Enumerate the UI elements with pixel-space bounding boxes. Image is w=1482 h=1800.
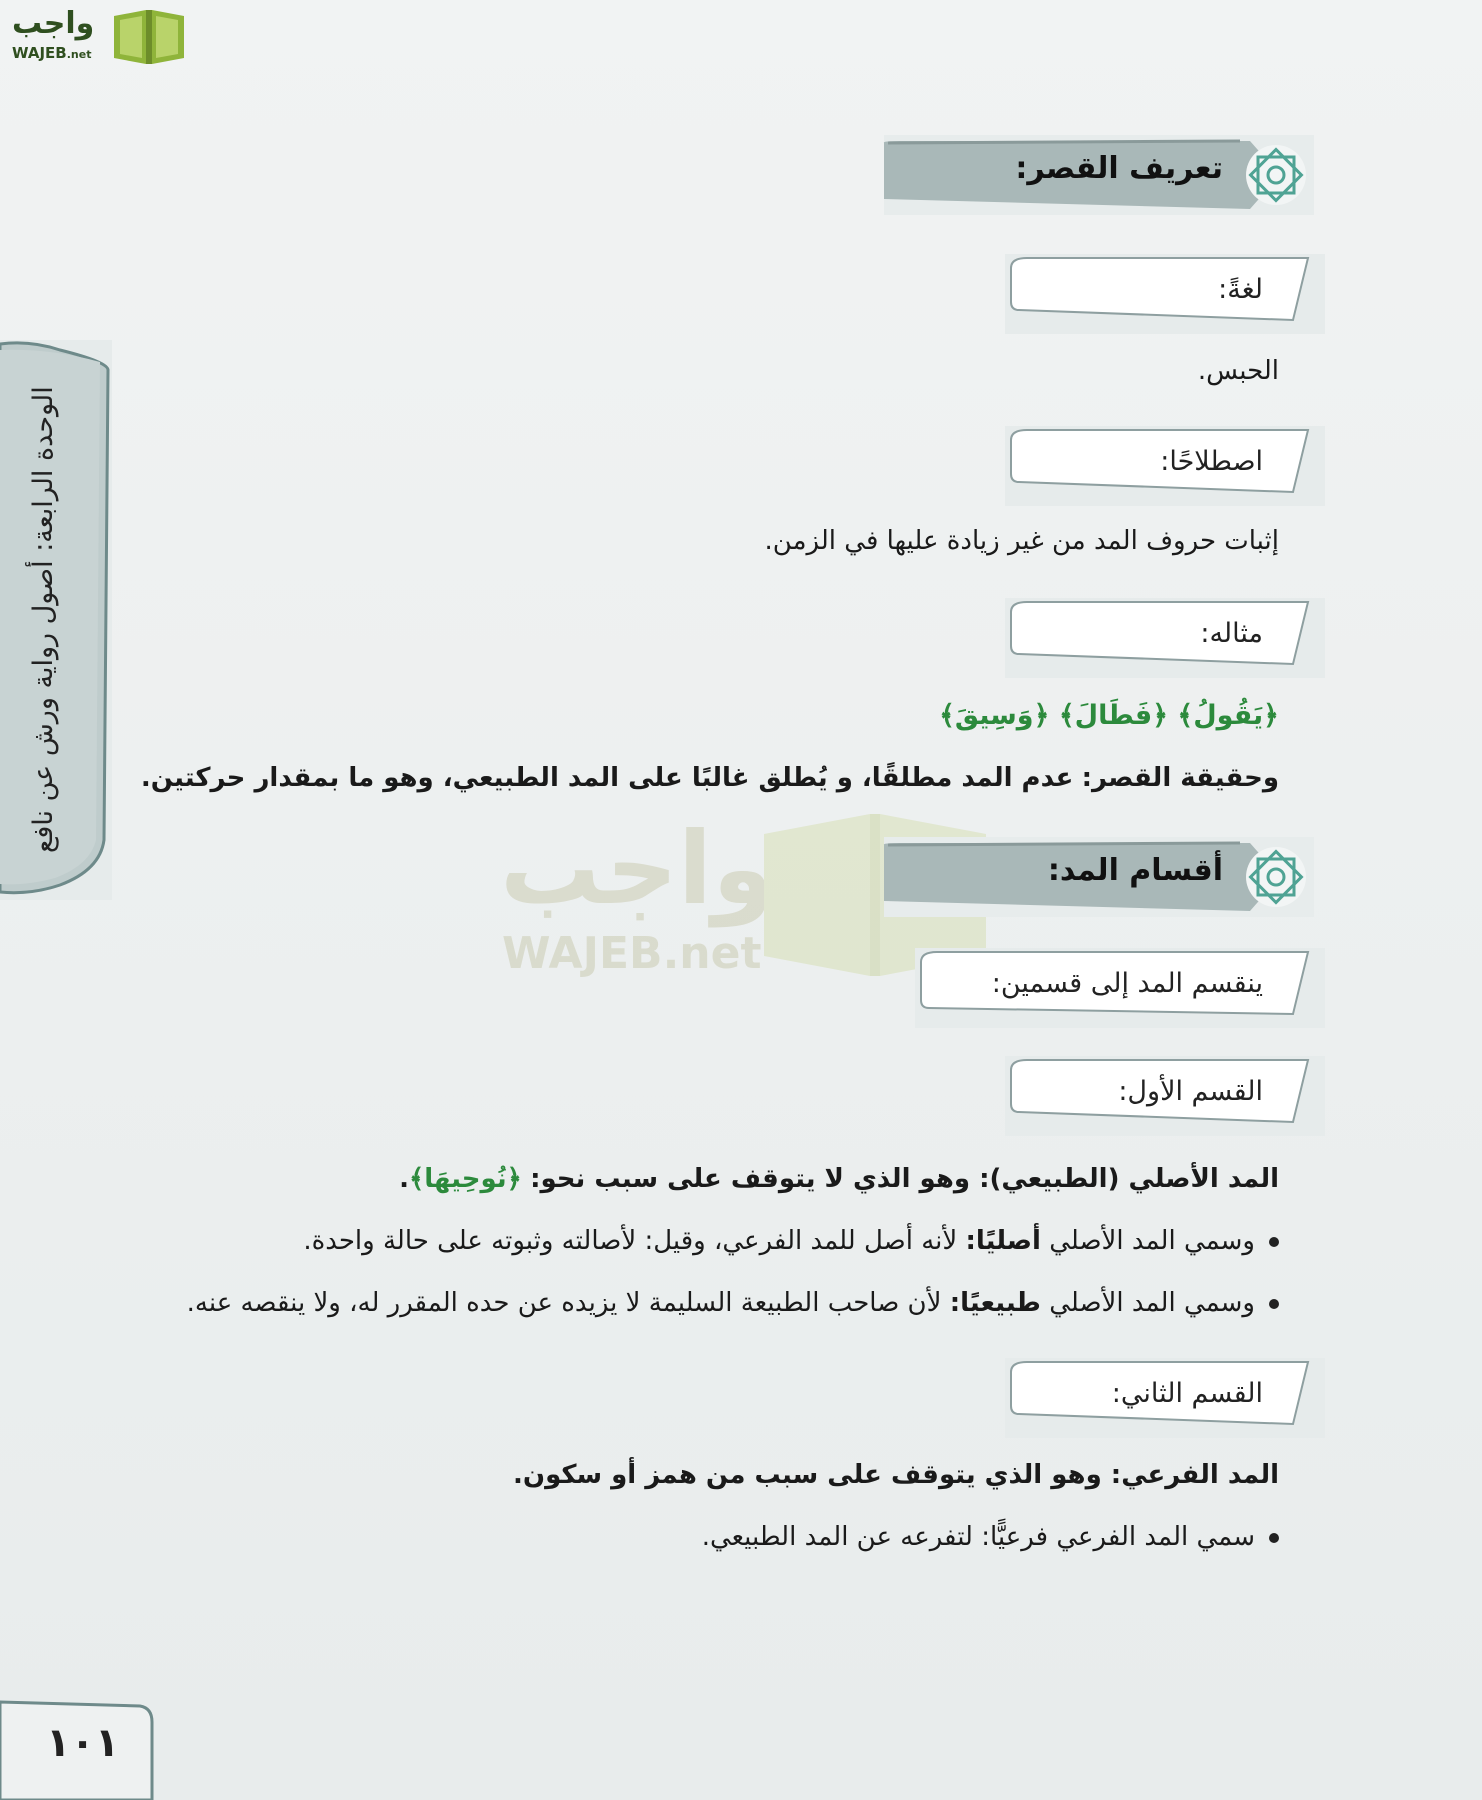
istilah-text: إثبات حروف المد من غير زيادة عليها في الزمن. (764, 526, 1279, 556)
section-banner-qasr (870, 135, 1315, 215)
label-box-istilah (1005, 426, 1325, 506)
bullet-icon (1269, 1299, 1279, 1309)
example-word: ﴿وَسِيقَ﴾ (939, 700, 1050, 731)
label-box-lugha (1005, 254, 1325, 334)
wajeb-logo[interactable] (10, 4, 190, 68)
unit-title: الوحدة الرابعة: أصول رواية ورش عن نافع (28, 386, 59, 854)
label-box-second (1005, 1358, 1325, 1438)
watermark-latin: WAJEB.net (502, 928, 762, 979)
page-number-tab (0, 1698, 155, 1800)
watermark-arabic: واجب (500, 810, 775, 927)
label-box-shape (1005, 254, 1325, 334)
logo-latin: WAJEB.net (12, 44, 92, 62)
page-number: ١٠١ (46, 1720, 120, 1766)
section-title: أقسام المد: (1047, 853, 1223, 888)
qasr-reality (141, 763, 1279, 793)
book-icon (110, 6, 188, 66)
logo-arabic: واجب (12, 6, 95, 41)
example-word: ﴿يَقُولُ﴾ (1177, 700, 1279, 731)
example-word: ﴿فَطَالَ﴾ (1058, 700, 1169, 731)
first-definition: المد الأصلي (الطبيعي): وهو الذي لا يتوقف على سبب نحو: ﴿نُوحِيهَا﴾. (399, 1164, 1279, 1194)
section-banner-madd (870, 837, 1315, 917)
lugha-text: الحبس. (1197, 356, 1279, 386)
label-box-first (1005, 1056, 1325, 1136)
label-text: القسم الثاني: (1111, 1378, 1263, 1409)
label-text: لغةً: (1218, 274, 1263, 305)
bullet-icon (1269, 1533, 1279, 1543)
label-text: مثاله: (1200, 618, 1263, 649)
bullet-tabii: وسمي المد الأصلي طبيعيًا: لأن صاحب الطبيعة السليمة لا يزيده عن حده المقرر له، ولا ينقصه عنه. (187, 1288, 1279, 1318)
bullet-icon (1269, 1237, 1279, 1247)
unit-side-tab (0, 340, 112, 900)
ornament-icon (1244, 143, 1308, 207)
label-box-example (1005, 598, 1325, 678)
first-example: ﴿نُوحِيهَا﴾ (409, 1164, 522, 1194)
label-text: القسم الأول: (1118, 1076, 1263, 1107)
second-definition: المد الفرعي: وهو الذي يتوقف على سبب من همز أو سكون. (513, 1460, 1279, 1490)
label-text: اصطلاحًا: (1160, 446, 1263, 477)
label-box-intro (915, 948, 1325, 1028)
ornament-icon (1244, 845, 1308, 909)
first-definition-text: المد الأصلي (الطبيعي): وهو الذي لا يتوقف على سبب نحو: (530, 1164, 1279, 1194)
label-box-shape (1005, 598, 1325, 678)
label-text: ينقسم المد إلى قسمين: (991, 968, 1263, 999)
section-title: تعريف القصر: (1015, 151, 1223, 186)
example-words (939, 700, 1279, 731)
qasr-reality-bold: وحقيقة القصر: (1081, 763, 1279, 793)
qasr-reality-text: عدم المد مطلقًا، و يُطلق غالبًا على المد الطبيعي، وهو ما بمقدار حركتين. (140, 763, 1074, 793)
bullet-asli: وسمي المد الأصلي أصليًا: لأنه أصل للمد الفرعي، وقيل: لأصالته وثبوته على حالة واحدة. (303, 1226, 1279, 1256)
bullet-farii: سمي المد الفرعي فرعيًّا: لتفرعه عن المد الطبيعي. (702, 1522, 1279, 1552)
